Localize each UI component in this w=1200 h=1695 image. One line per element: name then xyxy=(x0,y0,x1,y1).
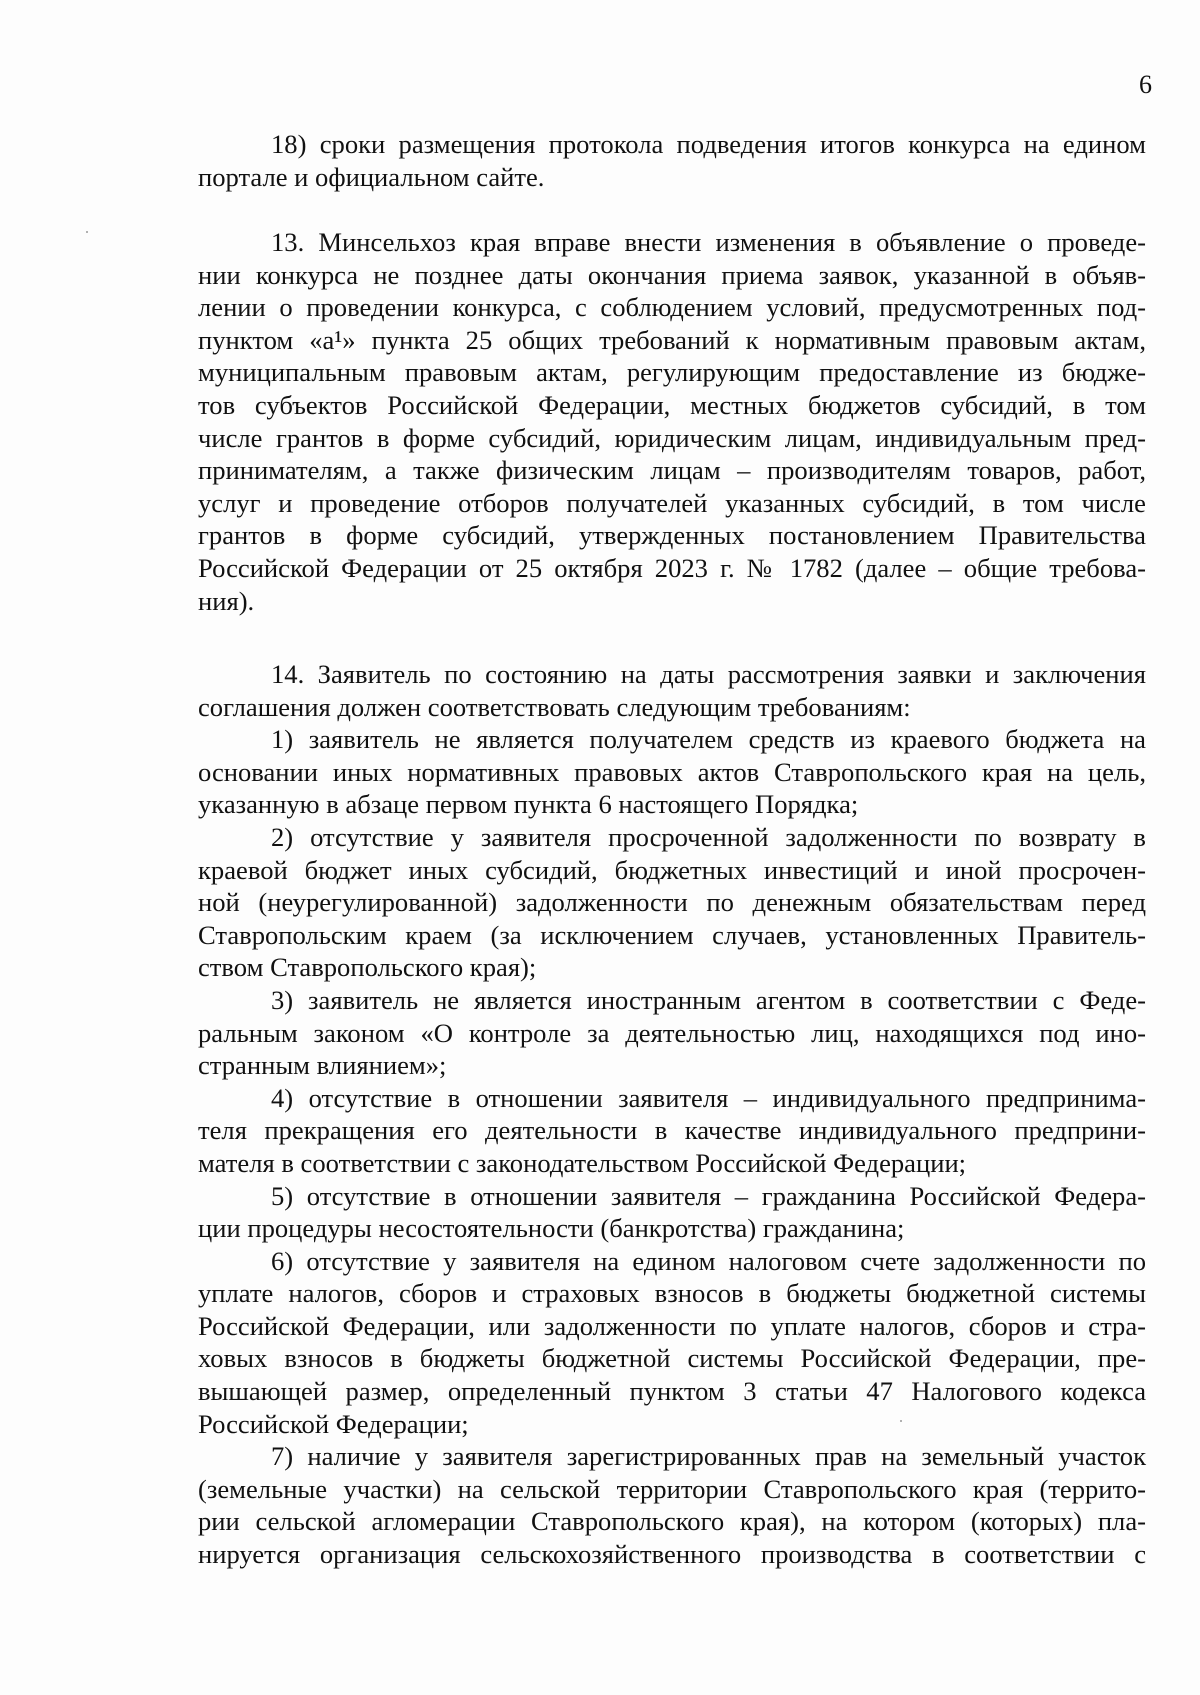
text-line: вышающей размер, определенный пунктом 3 статьи 47 Налогового кодекса xyxy=(198,1376,1146,1407)
text-line: 5) отсутствие в отношении заявителя – гражданина Российской Федера- xyxy=(271,1180,1146,1211)
page-number: 6 xyxy=(1139,70,1152,99)
text-line: портале и официальном сайте. xyxy=(198,161,545,192)
text-line: ством Ставропольского края); xyxy=(198,952,537,983)
text-line: ния). xyxy=(198,585,255,616)
text-line: краевой бюджет иных субсидий, бюджетных инвестиций и иной просрочен- xyxy=(198,854,1146,885)
text-line: соглашения должен соответствовать следующим требованиям: xyxy=(198,691,911,722)
text-line: 3) заявитель не является иностранным агентом в соответствии с Феде- xyxy=(271,984,1146,1015)
scan-speck xyxy=(900,1420,902,1422)
paragraph-clause-14 xyxy=(198,658,1146,1571)
text-line: уплате налогов, сборов и страховых взносов в бюджеты бюджетной системы xyxy=(198,1278,1146,1309)
text-line: 4) отсутствие в отношении заявителя – индивидуального предпринима- xyxy=(271,1082,1146,1113)
text-line: Российской Федерации от 25 октября 2023 г. № 1782 (далее – общие требова- xyxy=(198,552,1146,583)
text-line: тов субъектов Российской Федерации, местных бюджетов субсидий, в том xyxy=(198,389,1146,420)
paragraph-item-18 xyxy=(198,128,1146,193)
text-line: нируется организация сельскохозяйственного производства в соответствии с xyxy=(198,1539,1146,1570)
text-line: ховых взносов в бюджеты бюджетной системы Российской Федерации, пре- xyxy=(198,1343,1146,1374)
text-line: странным влиянием»; xyxy=(198,1050,447,1081)
text-line: 7) наличие у заявителя зарегистрированных прав на земельный участок xyxy=(271,1441,1146,1472)
text-line: услуг и проведение отборов получателей указанных субсидий, в том числе xyxy=(198,487,1146,518)
text-line: 6) отсутствие у заявителя на едином налоговом счете задолженности по xyxy=(271,1245,1146,1276)
text-line: рии сельской агломерации Ставропольского края), на котором (которых) пла- xyxy=(198,1506,1146,1537)
text-line: Ставропольским краем (за исключением случаев, установленных Правитель- xyxy=(198,919,1146,950)
text-line: ции процедуры несостоятельности (банкротства) гражданина; xyxy=(198,1213,905,1244)
text-line: ной (неурегулированной) задолженности по денежным обязательствам перед xyxy=(198,887,1146,918)
text-line: указанную в абзаце первом пункта 6 настоящего Порядка; xyxy=(198,789,859,820)
text-line: мателя в соответствии с законодательством Российской Федерации; xyxy=(198,1147,967,1178)
text-line: Российской Федерации; xyxy=(198,1408,469,1439)
text-line: основании иных нормативных правовых актов Ставропольского края на цель, xyxy=(198,756,1146,787)
text-line: принимателям, а также физическим лицам – производителям товаров, работ, xyxy=(198,455,1146,486)
text-line: грантов в форме субсидий, утвержденных постановлением Правительства xyxy=(198,520,1146,551)
scan-speck xyxy=(86,231,88,233)
text-line: нии конкурса не позднее даты окончания приема заявок, указанной в объяв- xyxy=(198,259,1146,290)
text-line: Российской Федерации, или задолженности по уплате налогов, сборов и стра- xyxy=(198,1310,1146,1341)
text-line: муниципальным правовым актам, регулирующим предоставление из бюдже- xyxy=(198,357,1146,388)
text-line: теля прекращения его деятельности в качестве индивидуального предприни- xyxy=(198,1115,1146,1146)
text-line: ральным законом «О контроле за деятельностью лиц, находящихся под ино- xyxy=(198,1017,1146,1048)
text-line: пунктом «а¹» пункта 25 общих требований к нормативным правовым актам, xyxy=(198,324,1146,355)
paragraph-clause-13 xyxy=(198,226,1146,617)
text-line: лении о проведении конкурса, с соблюдением условий, предусмотренных под- xyxy=(198,292,1146,323)
text-line: числе грантов в форме субсидий, юридическим лицам, индивидуальным пред- xyxy=(198,422,1146,453)
text-line: 14. Заявитель по состоянию на даты рассмотрения заявки и заключения xyxy=(271,659,1146,689)
text-line: 18) сроки размещения протокола подведения итогов конкурса на едином xyxy=(271,129,1146,159)
text-line: 2) отсутствие у заявителя просроченной задолженности по возврату в xyxy=(271,821,1146,852)
text-line: (земельные участки) на сельской территории Ставропольского края (террито- xyxy=(198,1473,1146,1504)
text-line: 1) заявитель не является получателем средств из краевого бюджета на xyxy=(271,724,1146,755)
text-line: 13. Минсельхоз края вправе внести изменения в объявление о проведе- xyxy=(271,227,1146,257)
